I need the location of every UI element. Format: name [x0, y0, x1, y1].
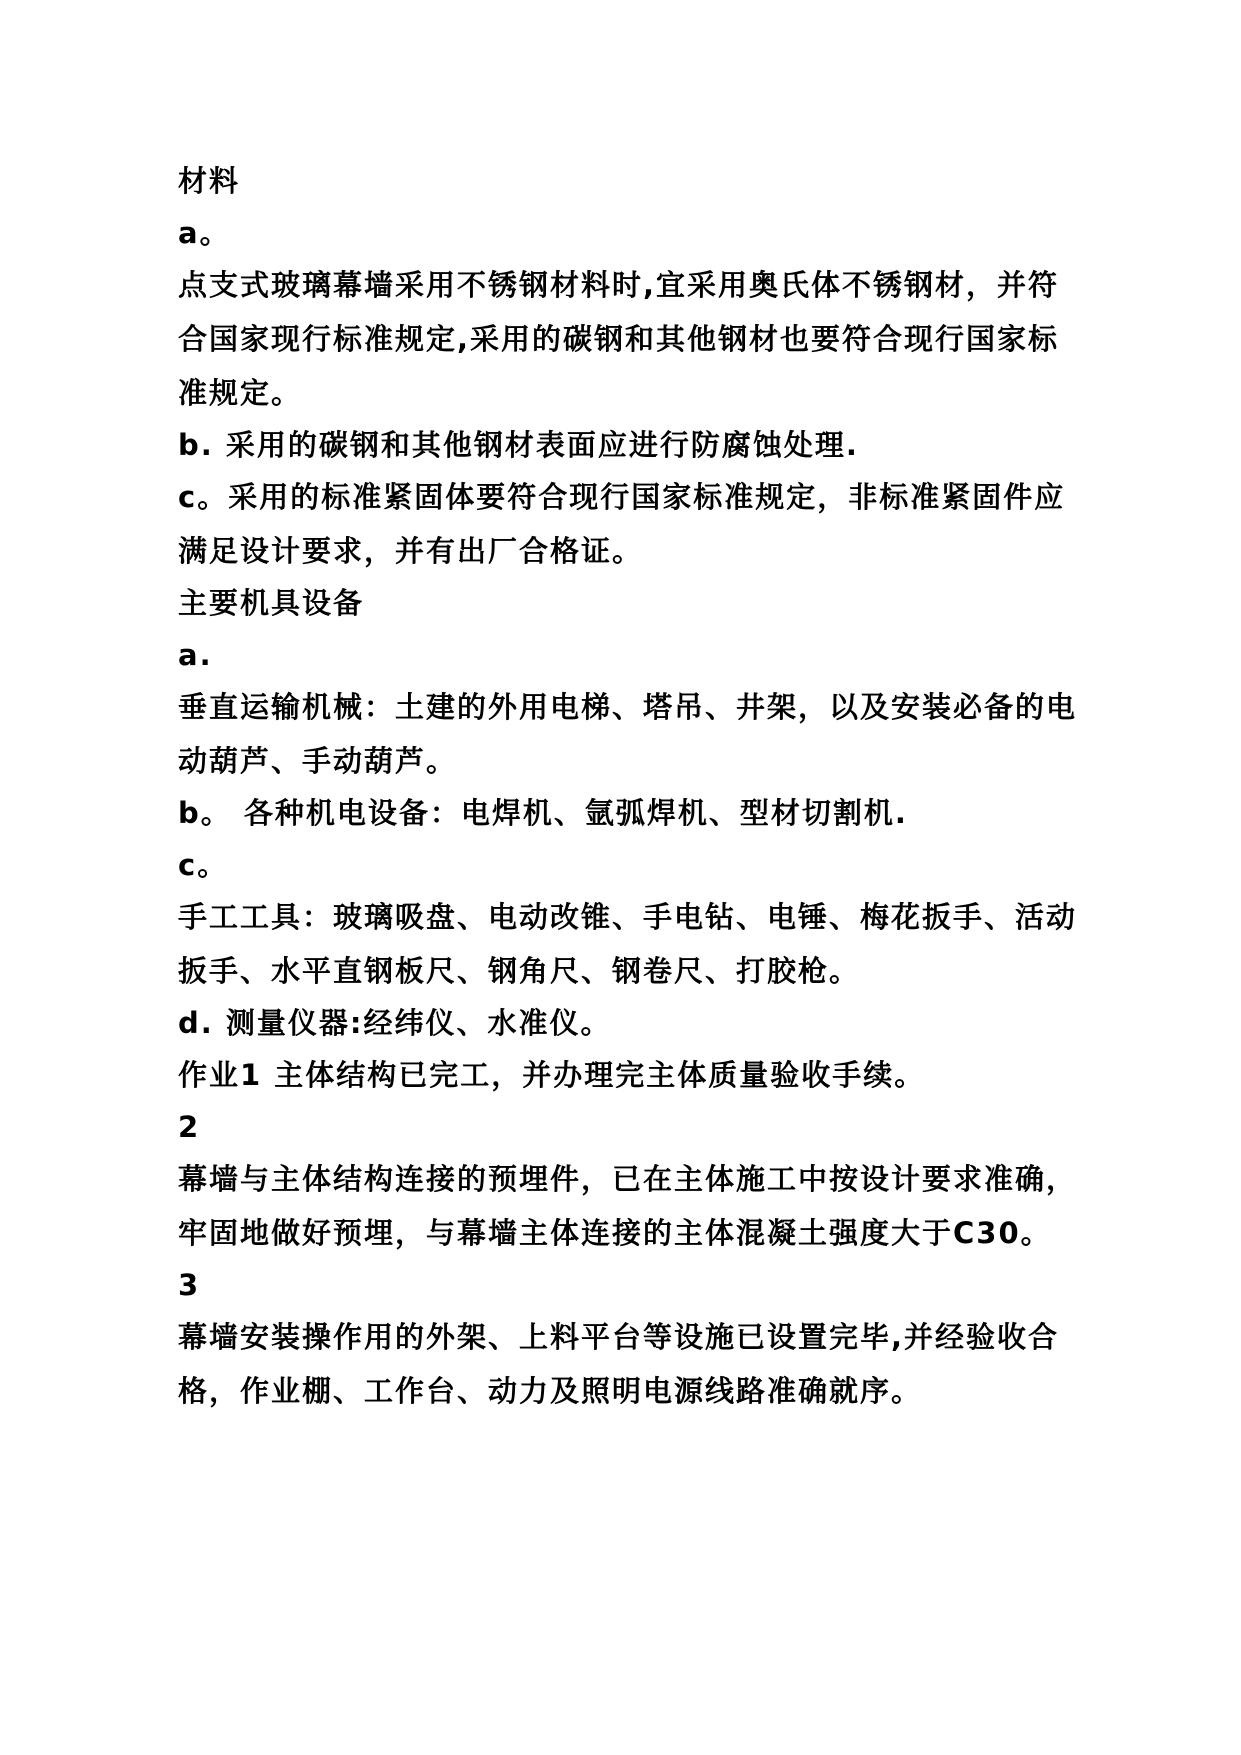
text-line-item-a: a。: [178, 216, 231, 250]
text-line: 动葫芦、手动葫芦。: [178, 744, 458, 778]
text-line-heading-materials: 材料: [178, 164, 241, 198]
text-line-item-d: d. 测量仪器:经纬仪、水准仪。: [178, 1006, 612, 1040]
text-line-item-2: 2: [178, 1110, 201, 1144]
text-line: 手工工具：玻璃吸盘、电动改锥、手电钻、电锤、梅花扳手、活动: [178, 900, 1078, 934]
text-line-heading-preconditions: 作业1 主体结构已完工，并办理完主体质量验收手续。: [178, 1058, 926, 1092]
text-line-heading-equipment: 主要机具设备: [178, 586, 365, 620]
text-line-item-b: b。 各种机电设备：电焊机、氩弧焊机、型材切割机.: [178, 796, 908, 830]
text-line: 合国家现行标准规定,采用的碳钢和其他钢材也要符合现行国家标: [178, 322, 1060, 356]
text-line-item-b: b. 采用的碳钢和其他钢材表面应进行防腐蚀处理.: [178, 428, 859, 462]
text-line: 扳手、水平直钢板尺、钢角尺、钢卷尺、打胶枪。: [178, 954, 861, 988]
text-line-item-c: c。采用的标准紧固体要符合现行国家标准规定，非标准紧固件应: [178, 480, 1066, 514]
text-line: 点支式玻璃幕墙采用不锈钢材料时,宜采用奥氏体不锈钢材，并符: [178, 268, 1060, 302]
text-line-item-c: c。: [178, 848, 229, 882]
text-line: 幕墙安装操作用的外架、上料平台等设施已设置完毕,并经验收合: [178, 1320, 1060, 1354]
text-line: 满足设计要求，并有出厂合格证。: [178, 534, 644, 568]
text-line-item-a: a.: [178, 638, 213, 672]
text-line-item-3: 3: [178, 1268, 201, 1302]
text-line: 格，作业棚、工作台、动力及照明电源线路准确就序。: [178, 1374, 923, 1408]
text-line: 准规定。: [178, 376, 303, 410]
text-line: 幕墙与主体结构连接的预埋件，已在主体施工中按设计要求准确，: [178, 1162, 1078, 1196]
text-line: 牢固地做好预埋，与幕墙主体连接的主体混凝土强度大于C30。: [178, 1216, 1052, 1250]
text-line: 垂直运输机械：土建的外用电梯、塔吊、井架，以及安装必备的电: [178, 690, 1078, 724]
